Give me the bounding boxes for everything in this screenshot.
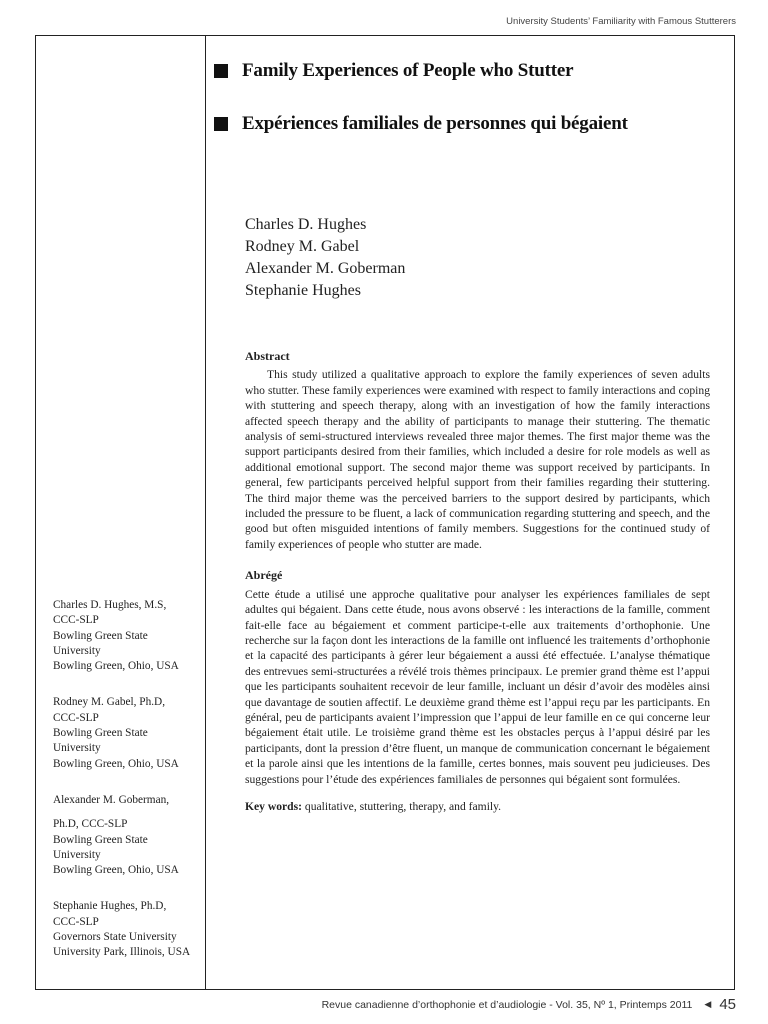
title-french: Expériences familiales de personnes qui bégaient xyxy=(242,113,628,134)
affiliation-line: Alexander M. Goberman, xyxy=(53,793,170,806)
affiliations-column xyxy=(53,598,203,982)
title-english-row xyxy=(214,60,573,82)
title-french-row xyxy=(214,113,628,135)
affiliation-line: University xyxy=(53,742,101,755)
affiliation-line: CCC-SLP xyxy=(53,915,99,928)
keywords-text: qualitative, stuttering, therapy, and family. xyxy=(302,799,502,813)
abstract-text: This study utilized a qualitative approach to explore the family experiences of seven adults who stutter. These family experiences were examined with respect to family interactions and coping with stuttering and speech therapy, along with an investigation of how the family interactions affected speech therapy and the ability of participants to manage their stuttering. The thematic analysis of semi-structured interviews revealed three major themes. The first major theme was the support participants desired from their families, which included a desire for role models as well as additional emotional support. The second major theme was support received by participants. In general, few participants perceived helpful support from their families regarding their stuttering. The third major theme was the perceived barriers to the support desired by participants, which included the pressure to be fluent, a lack of communication regarding stuttering and speech, and the good but often misguided intentions of family members. Suggestions for the continued study of family experiences of people who stutter are made. xyxy=(245,368,710,551)
affiliation-line: Bowling Green, Ohio, USA xyxy=(53,757,179,770)
affiliation-block xyxy=(53,793,203,878)
abstract-heading: Abstract xyxy=(245,349,290,363)
keywords xyxy=(245,799,710,814)
affiliation-line: University xyxy=(53,644,101,657)
affiliation-line: Governors State University xyxy=(53,931,177,944)
column-divider xyxy=(205,35,206,990)
author-name: Stephanie Hughes xyxy=(245,282,361,299)
affiliation-block xyxy=(53,598,203,674)
keywords-label: Key words: xyxy=(245,799,302,813)
affiliation-line: Rodney M. Gabel, Ph.D, xyxy=(53,696,166,709)
affiliation-line: CCC-SLP xyxy=(53,711,99,724)
title-english: Family Experiences of People who Stutter xyxy=(242,60,574,81)
abrege-text: Cette étude a utilisé une approche qualitative pour analyser les expériences familiales de sept adultes qui bégaient. Dans cette étude, nous avons observé : les interactions de la famille, comment fait-elle face au bégaiement et comment participe-t-elle aux traitements d’orthophonie. Une recherche sur la façon dont les interactions de la famille ont influencé les traitements d’orthophonie et la capacité des participants à gérer leur bégaiement a aussi été effectuée. L’analyse thématique des entrevues semi-structurées a révélé trois thèmes principaux. Le premier grand thème est l’appui que les participants souhaitent recevoir de leur famille, incluant un désir d’avoir des modèles ainsi que davantage de soutien affectif. Le deuxième grand thème est l’appui reçu par les participants. En général, peu de participants avaient l’impression que l’appui de leur famille en ce qui concerne leur bégaiement était utile. Le troisième grand thème est les obstacles perçus à l’appui désiré par les participants, dont la pression d’être fluent, un manque de communication concernant le bégaiement et la parole ainsi que les intentions de la famille, certes bonnes, mais souvent peu judicieuses. Des suggestions pour l’étude des expériences familiales de personnes qui bégaient sont formulées. xyxy=(245,587,710,786)
page-number: 45 xyxy=(719,996,736,1013)
affiliation-line: Bowling Green, Ohio, USA xyxy=(53,660,179,673)
affiliation-line: CCC-SLP xyxy=(53,614,99,627)
author-name: Charles D. Hughes xyxy=(245,216,367,233)
author-name: Alexander M. Goberman xyxy=(245,260,406,277)
title-square-icon xyxy=(214,117,228,131)
main-column xyxy=(245,349,710,814)
author-list xyxy=(245,214,405,302)
affiliation-line: Bowling Green State xyxy=(53,727,148,740)
affiliation-line: Bowling Green, Ohio, USA xyxy=(53,864,179,877)
journal-citation: Revue canadienne d’orthophonie et d’audiologie - Vol. 35, Nº 1, Printemps 2011 xyxy=(321,998,693,1011)
abrege-heading: Abrégé xyxy=(245,568,283,583)
author-name: Rodney M. Gabel xyxy=(245,238,360,255)
affiliation-line: Stephanie Hughes, Ph.D, xyxy=(53,900,167,913)
running-head: University Students’ Familiarity with Famous Stutterers xyxy=(506,16,736,27)
affiliation-line: Charles D. Hughes, M.S, xyxy=(53,599,167,611)
left-arrow-icon: ◀ xyxy=(704,999,712,1009)
affiliation-block xyxy=(53,899,203,960)
title-square-icon xyxy=(214,64,228,78)
affiliation-block xyxy=(53,695,203,771)
page-footer xyxy=(322,996,736,1013)
affiliation-line: Bowling Green State xyxy=(53,629,148,642)
affiliation-line: University xyxy=(53,848,101,861)
affiliation-line: Bowling Green State xyxy=(53,833,148,846)
affiliation-line: University Park, Illinois, USA xyxy=(53,946,191,959)
affiliation-line: Ph.D, CCC-SLP xyxy=(53,818,128,831)
